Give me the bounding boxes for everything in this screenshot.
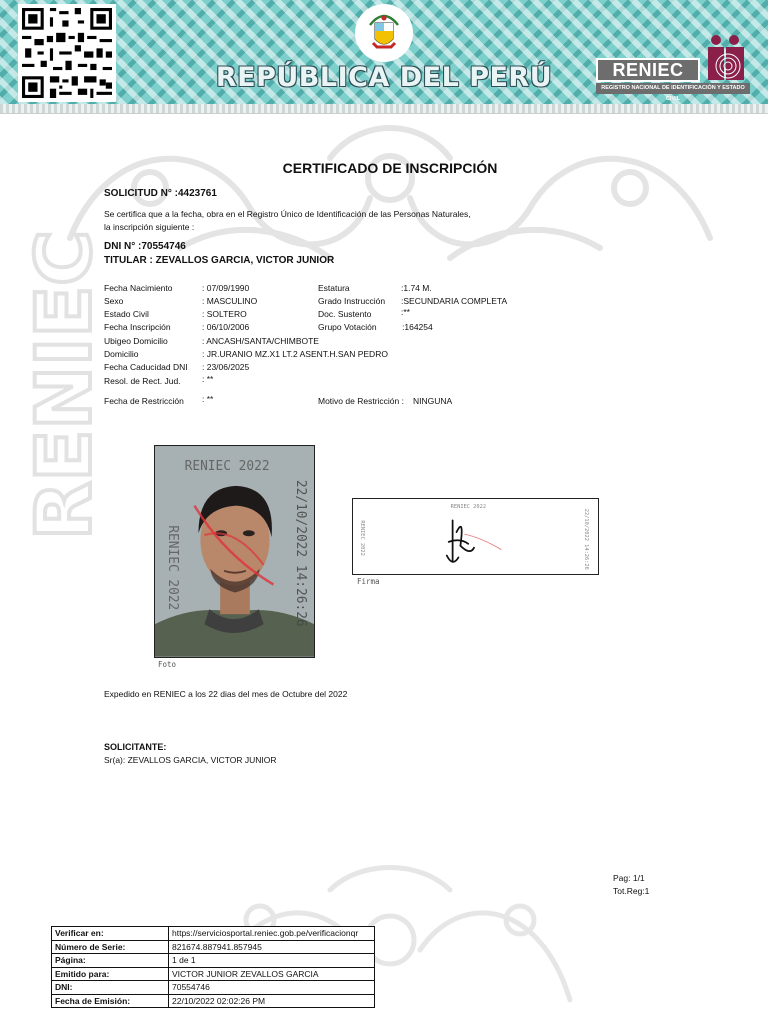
- reniec-side-watermark: [18, 230, 108, 540]
- solicitud-label: SOLICITUD N° :: [104, 188, 178, 199]
- field-label: Sexo: [104, 296, 124, 306]
- table-value: 821674.887941.857945: [169, 940, 375, 954]
- restriction-date-label: Fecha de Restricción: [104, 396, 184, 406]
- coat-of-arms-icon: [355, 4, 413, 62]
- table-key: Verificar en:: [52, 927, 169, 941]
- reniec-logo-subtitle: REGISTRO NACIONAL DE IDENTIFICACIÓN Y ESTADO CIVIL: [596, 83, 750, 94]
- document-title: CERTIFICADO DE INSCRIPCIÓN: [282, 160, 498, 176]
- field-label: Resol. de Rect. Jud.: [104, 376, 181, 386]
- table-key: DNI:: [52, 981, 169, 995]
- field-label: Fecha Caducidad DNI: [104, 362, 188, 372]
- issued-statement: Expedido en RENIEC a los 22 dias del mes de Octubre del 2022: [104, 689, 348, 699]
- reniec-logo: [596, 34, 750, 102]
- portrait-illustration: [155, 446, 314, 657]
- signature-caption: Firma: [357, 577, 380, 586]
- table-key: Emitido para:: [52, 967, 169, 981]
- field-value: :SECUNDARIA COMPLETA: [401, 296, 508, 306]
- dni-label: DNI N° :: [104, 241, 142, 252]
- table-row: [52, 967, 375, 981]
- field-label: Grado Instrucción: [318, 296, 386, 306]
- table-row: [52, 981, 375, 995]
- solicitud-value: 4423761: [178, 188, 217, 199]
- signature-timestamp: 22/10/2022 14:26:26: [583, 508, 590, 570]
- restriction-reason-value: NINGUNA: [413, 396, 453, 406]
- country-title: REPÚBLICA DEL PERÚ: [215, 62, 553, 93]
- dni-value: 70554746: [141, 241, 186, 252]
- reniec-logo-text: RENIEC: [596, 58, 700, 82]
- field-label: Grupo Votación: [318, 322, 377, 332]
- verification-table: [51, 926, 375, 1008]
- photo-caption: Foto: [158, 660, 177, 669]
- field-label: Estado Civil: [104, 309, 149, 319]
- titular-value: ZEVALLOS GARCIA, VICTOR JUNIOR: [155, 255, 335, 266]
- field-value: :1.74 M.: [401, 283, 432, 293]
- family-figures-icon: [704, 34, 748, 82]
- signature-illustration: [353, 499, 598, 574]
- table-row: [52, 940, 375, 954]
- requester-label: SOLICITANTE:: [104, 742, 167, 752]
- titular-label: TITULAR :: [104, 255, 153, 266]
- field-value: : ANCASH/SANTA/CHIMBOTE: [202, 336, 319, 346]
- certification-line-1: Se certifica que a la fecha, obra en el Registro Único de Identificación de las Personas Naturales,: [104, 209, 471, 219]
- table-value: 70554746: [169, 981, 375, 995]
- page-number: Pag: 1/1: [613, 873, 645, 883]
- field-value: :164254: [402, 322, 433, 332]
- table-row: [52, 954, 375, 968]
- signature-box: [352, 498, 599, 575]
- svg-text:RENIEC: RENIEC: [19, 230, 108, 540]
- requester-name: Sr(a): ZEVALLOS GARCIA, VICTOR JUNIOR: [104, 755, 277, 765]
- field-label: Domicilio: [104, 349, 139, 359]
- field-value: : JR.URANIO MZ.X1 LT.2 ASENT.H.SAN PEDRO: [202, 349, 388, 359]
- field-value: : 07/09/1990: [202, 283, 250, 293]
- table-key: Número de Serie:: [52, 940, 169, 954]
- signature-watermark-top: RENIEC 2022: [450, 503, 487, 510]
- security-microtext-strip: [0, 104, 768, 114]
- signature-watermark-left: RENIEC 2022: [359, 520, 366, 556]
- photo-watermark-top: RENIEC 2022: [184, 459, 270, 475]
- field-label: Doc. Sustento: [318, 309, 372, 319]
- field-value: : **: [202, 374, 214, 384]
- table-row: [52, 927, 375, 941]
- restriction-date-value: : **: [202, 394, 214, 404]
- titular-name: [104, 255, 334, 266]
- field-value: : SOLTERO: [202, 309, 247, 319]
- table-key: Fecha de Emisión:: [52, 994, 169, 1008]
- field-label: Fecha Nacimiento: [104, 283, 173, 293]
- field-value: :**: [401, 307, 410, 317]
- photo-timestamp: 22/10/2022 14:26:26: [293, 479, 309, 627]
- id-photo: [154, 445, 315, 658]
- field-label: Fecha Inscripción: [104, 322, 171, 332]
- header-banner: [0, 0, 768, 104]
- field-label: Ubigeo Domicilio: [104, 336, 168, 346]
- total-records: Tot.Reg:1: [613, 886, 650, 896]
- table-row: [52, 994, 375, 1008]
- table-value: 1 de 1: [169, 954, 375, 968]
- certification-statement: [104, 208, 524, 234]
- dni-number: [104, 241, 186, 252]
- field-value: : MASCULINO: [202, 296, 258, 306]
- field-value: : 06/10/2006: [202, 322, 250, 332]
- certification-line-2: la inscripción siguiente :: [104, 222, 195, 232]
- field-value: : 23/06/2025: [202, 362, 250, 372]
- photo-watermark-side: RENIEC 2022: [164, 525, 180, 611]
- table-value: VICTOR JUNIOR ZEVALLOS GARCIA: [169, 967, 375, 981]
- signature-stroke: [447, 520, 474, 561]
- solicitud-number: [104, 188, 217, 199]
- coat-of-arms-graphic: [364, 11, 404, 55]
- table-key: Página:: [52, 954, 169, 968]
- verification-url[interactable]: https://serviciosportal.reniec.gob.pe/verificacionqr: [169, 927, 375, 941]
- restriction-reason-label: Motivo de Restricción :: [318, 396, 404, 406]
- field-label: Estatura: [318, 283, 350, 293]
- table-value: 22/10/2022 02:02:26 PM: [169, 994, 375, 1008]
